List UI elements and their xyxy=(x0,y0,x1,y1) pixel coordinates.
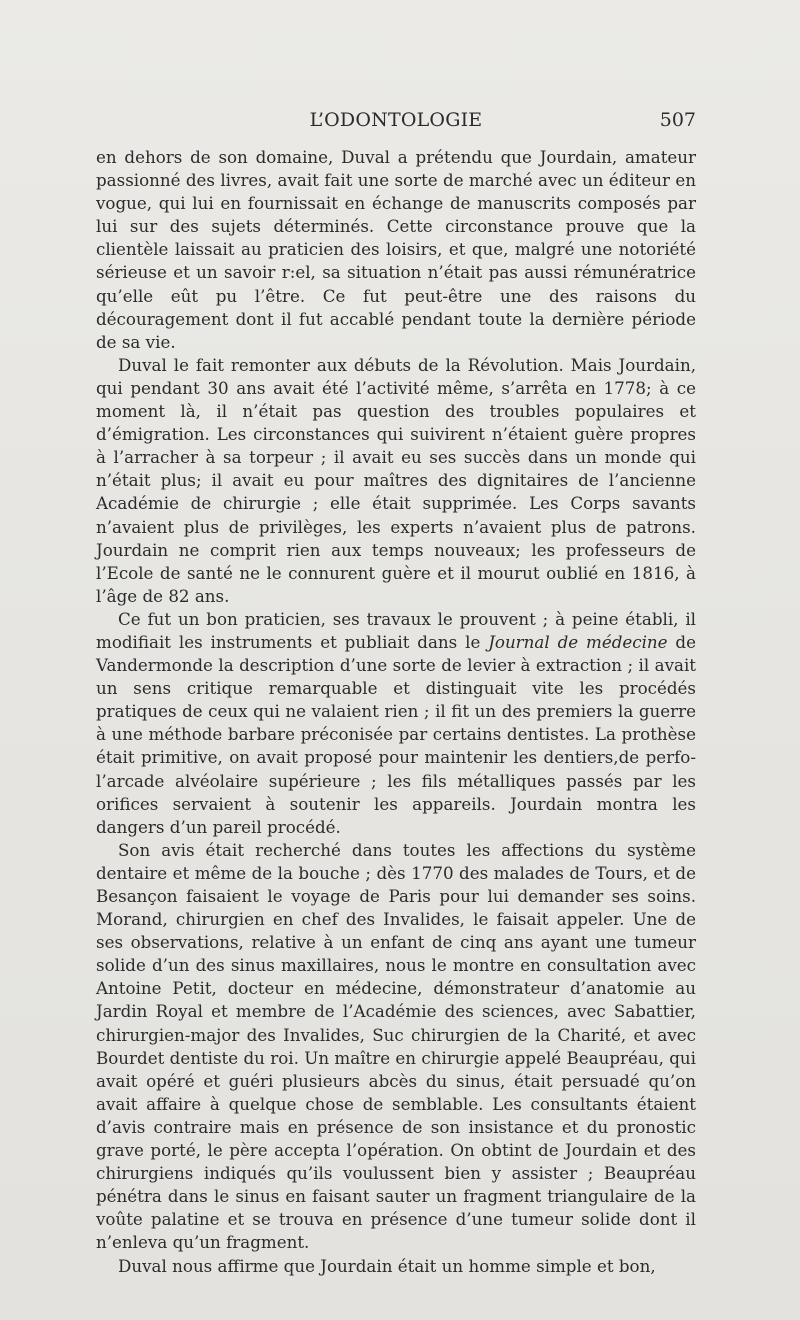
paragraph-5: Duval nous affirme que Jourdain était un homme simple et bon, xyxy=(118,1255,656,1276)
paragraph-4: Son avis était recherché dans toutes les affections du système dentaire et même de la bouche ; dès 1770 des malades de Tours, et de Besançon faisaient le voyage de Paris pour lui demander ses soins. Morand, chirurgien en chef des Invalides, le faisait appeler. Une de ses observations, relative à un enfant de cinq ans ayant une tumeur solide d’un des sinus maxillaires, nous le montre en consultation avec Antoine Petit, docteur en médecine, démonstrateur d’anatomie au Jardin Royal et membre de l’Académie des sciences, avec Sabattier, chirurgien-major des Invalides, Suc chirurgien de la Charité, et avec Bourdet dentiste du roi. Un maître en chirurgie appelé Beaupréau, qui avait opéré et guéri plusieurs abcès du sinus, était persuadé qu’on avait affaire à quelque chose de semblable. Les consultants étaient d’avis contraire mais en présence de son insistance et du pronostic grave porté, le père accepta l’opération. On obtint de Jourdain et des chirurgiens indiqués qu’ils voulussent bien y assister ; Beaupréau pénétra dans le sinus en faisant sauter un fragment triangulaire de la voûte palatine et se trouva en présence d’une tumeur solide dont il n’enleva qu’un fragment. xyxy=(96,839,696,1253)
paragraph-3-part-1: Ce fut un bon praticien, ses travaux le prouvent ; à peine établi, il modifiait les instruments et publiait dans le xyxy=(96,608,696,652)
body-text xyxy=(96,146,696,1278)
journal-title: Journal de médecine xyxy=(488,631,668,652)
running-head xyxy=(96,109,696,141)
paragraph-3 xyxy=(96,608,696,839)
page-number: 507 xyxy=(659,109,696,131)
paragraph-3-part-2: de Vandermonde la description d’une sorte de levier à extraction ; il avait un sens critique remarquable et distinguait vite les procédés pratiques de ceux qui ne valaient rien ; il fit un des premiers la guerre à une méthode barbare préconisée par certains dentistes. La prothèse était primitive, on avait proposé pour maintenir les dentiers,de perfo- l’arcade alvéolaire supérieure ; les fils métalliques passés par les orifices servaient à soutenir les appareils. Jourdain montra les dangers d’un pareil procédé. xyxy=(96,631,696,837)
paragraph-2: Duval le fait remonter aux débuts de la Révolution. Mais Jourdain, qui pendant 30 ans avait été l’activité même, s’arrêta en 1778; à ce moment là, il n’était pas question des troubles populaires et d’émigration. Les circonstances qui suivirent n’étaient guère propres à l’arracher à sa torpeur ; il avait eu ses succès dans un monde qui n’était plus; il avait eu pour maîtres des dignitaires de l’ancienne Académie de chirurgie ; elle était supprimée. Les Corps savants n’avaient plus de privilèges, les experts n’avaient plus de patrons. Jourdain ne comprit rien aux temps nouveaux; les professeurs de l’Ecole de santé ne le connurent guère et il mourut oublié en 1816, à l’âge de 82 ans. xyxy=(96,354,696,606)
paragraph-1: en dehors de son domaine, Duval a prétendu que Jourdain, amateur passionné des livres, avait fait une sorte de marché avec un éditeur en vogue, qui lui en fournissait en échange de manuscrits composés par lui sur des sujets déterminés. Cette circonstance prouve que la clientèle laissait au praticien des loisirs, et que, malgré une notoriété sérieuse et un savoir r:el, sa situation n’était pas aussi rémunératrice qu’elle eût pu l’être. Ce fut peut-être une des raisons du découragement dont il fut accablé pendant toute la dernière période de sa vie. xyxy=(96,147,696,352)
page-title: L’ODONTOLOGIE xyxy=(309,109,483,131)
